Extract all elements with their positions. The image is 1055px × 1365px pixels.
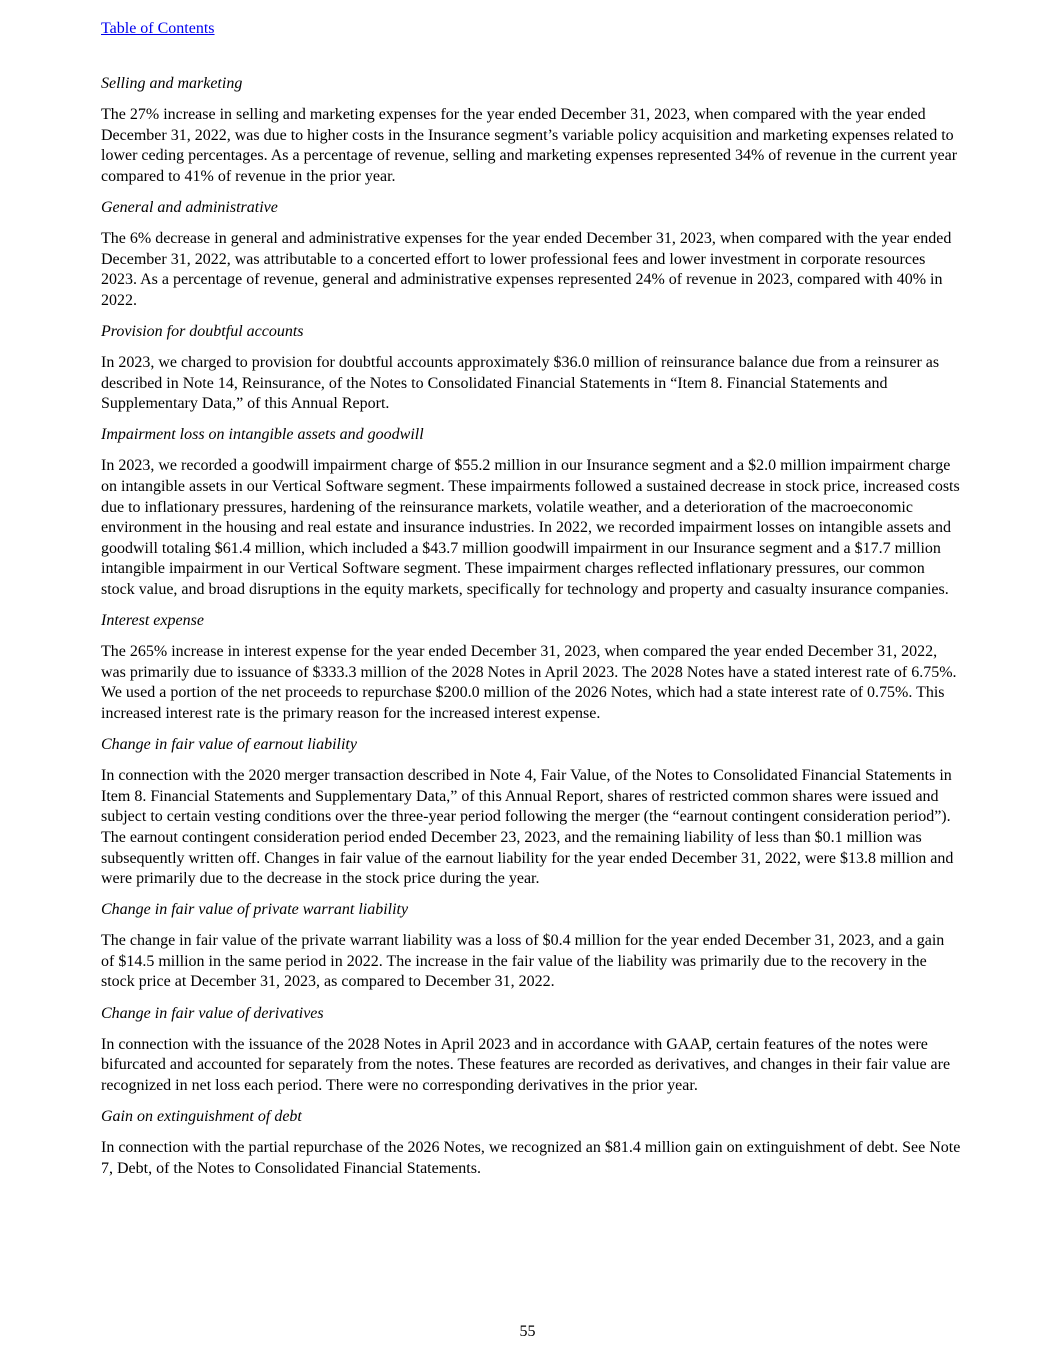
section-body-interest-expense: The 265% increase in interest expense for the year ended December 31, 2023, when compared the year ended December 31, 2022, was primarily due to issuance of $333.3 million of the 2028 Notes in April 2023. The 2028 Notes have a stated interest rate of 6.75%. We used a portion of the net proceeds to repurchase $200.0 million of the 2026 Notes, which had a state interest rate of 0.75%. This increased interest rate is the primary reason for the increased interest expense.	[101, 643, 957, 722]
section-heading-selling-marketing: Selling and marketing	[101, 75, 243, 92]
section-heading-private-warrant-liability: Change in fair value of private warrant liability	[101, 901, 409, 919]
section-heading-extinguishment-of-debt: Gain on extinguishment of debt	[101, 1107, 302, 1125]
table-of-contents-link[interactable]: Table of Contents	[101, 20, 215, 37]
section-heading-earnout-liability: Change in fair value of earnout liability	[101, 736, 357, 754]
section-body-doubtful-accounts: In 2023, we charged to provision for doubtful accounts approximately $36.0 million of reinsurance balance due from a reinsurer as described in Note 14, Reinsurance, of the Notes to Consolidated Financial Statements in “Item 8. Financial Statements and Supplementary Data,” of this Annual Report.	[101, 354, 940, 413]
section-body-earnout-liability: In connection with the 2020 merger transaction described in Note 4, Fair Value, of the Notes to Consolidated Financial Statements in Item 8. Financial Statements and Supplementary Data,” of this Annual Report, shares of restricted common shares were issued and subject to certain vesting conditions over the three-year period following the merger (the “earnout contingent consideration period”). The earnout contingent consideration period ended December 23, 2023, and the remaining liability of less than $0.1 million was subsequently written off. Changes in fair value of the earnout liability for the year ended December 31, 2022, were $13.8 million and were primarily due to the decrease in the stock price during the year.	[101, 767, 954, 888]
section-body-selling-marketing: The 27% increase in selling and marketing expenses for the year ended December 31, 2023, when compared with the year ended December 31, 2022, was due to higher costs in the Insurance segment’s variable policy acquisition and marketing expenses related to lower ceding percentages. As a percentage of revenue, selling and marketing expenses represented 34% of revenue in the current year compared to 41% of revenue in the prior year.	[101, 106, 958, 185]
section-body-derivatives: In connection with the issuance of the 2028 Notes in April 2023 and in accordance with GAAP, certain features of the notes were bifurcated and accounted for separately from the notes. These features are recorded as derivatives, and changes in their fair value are recognized in net loss each period. There were no corresponding derivatives in the prior year.	[101, 1035, 951, 1094]
document-body	[101, 74, 961, 1190]
page-number: 55	[519, 1323, 536, 1340]
section-body-private-warrant-liability: The change in fair value of the private warrant liability was a loss of $0.4 million for the year ended December 31, 2023, and a gain of $14.5 million in the same period in 2022. The increase in the fair value of the liability was primarily due to the recovery in the stock price at December 31, 2023, as compared to December 31, 2022.	[101, 932, 945, 991]
section-body-general-administrative: The 6% decrease in general and administrative expenses for the year ended December 31, 2023, when compared with the year ended December 31, 2022, was attributable to a concerted effort to lower professional fees and lower investment in corporate resources 2023. As a percentage of revenue, general and administrative expenses represented 24% of revenue in 2023, compared with 40% in 2022.	[101, 230, 952, 309]
section-body-extinguishment-of-debt: In connection with the partial repurchase of the 2026 Notes, we recognized an $81.4 million gain on extinguishment of debt. See Note 7, Debt, of the Notes to Consolidated Financial Statements.	[101, 1139, 961, 1177]
section-heading-general-administrative: General and administrative	[101, 198, 278, 216]
section-heading-derivatives: Change in fair value of derivatives	[101, 1004, 324, 1022]
section-heading-interest-expense: Interest expense	[101, 612, 204, 630]
section-body-impairment-loss: In 2023, we recorded a goodwill impairment charge of $55.2 million in our Insurance segment and a $2.0 million impairment charge on intangible assets in our Vertical Software segment. These impairments followed a sustained decrease in stock price, increased costs due to inflationary pressures, hardening of the reinsurance markets, volatile weather, and a deterioration of the macroeconomic environment in the housing and real estate and insurance industries. In 2022, we recorded impairment losses on intangible assets and goodwill totaling $61.4 million, which included a $43.7 million goodwill impairment in our Insurance segment and a $17.7 million intangible impairment in our Vertical Software segment. These impairment charges reflected inflationary pressures, our common stock value, and broad disruptions in the equity markets, specifically for technology and property and casualty insurance companies.	[101, 457, 960, 598]
section-heading-impairment-loss: Impairment loss on intangible assets and goodwill	[101, 426, 424, 444]
section-heading-doubtful-accounts: Provision for doubtful accounts	[101, 322, 304, 340]
